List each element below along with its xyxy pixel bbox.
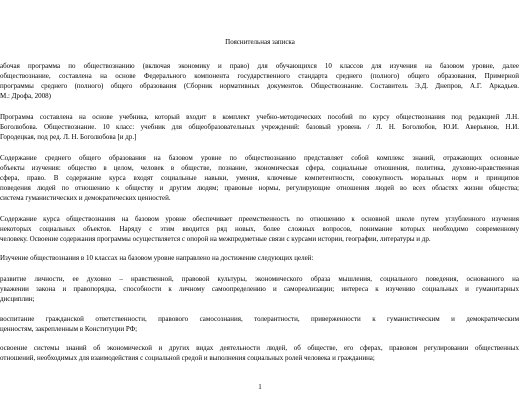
text-line: ценностям, закрепленным в Конституции РФ; <box>0 325 138 333</box>
text-line: М.: Дрофа, 2008) <box>0 92 51 100</box>
text-line: Городецкая, под ред. Л. Н. Боголюбова [и др.] <box>0 133 137 141</box>
text-line: дисциплин; <box>0 295 35 303</box>
text-line: система гуманистических и демократических ценностей. <box>0 194 171 202</box>
text-line: объекты изучения: общество в целом, человек в обществе, познание, экономическая сфера, социальные отношения, политика, духовно-нравственная <box>0 164 519 172</box>
text-line: обществознание, составлена на основе Федерального компонента государственного стандарта среднего (полного) общего образования, Примерной <box>0 72 519 80</box>
text-line: некоторых социальных объектов. Наряду с этим вводится ряд новых, более сложных вопросов, понимание которых необходимо современному <box>0 225 519 233</box>
text-line: Изучение обществознания в 10 классах на базовом уровне направлено на достижение следующих целей: <box>0 254 314 262</box>
text-line: Программа составлена на основе учебника, который входит в комплект учебно-методических пособий по курсу обществознания под редакцией Л.Н. <box>0 113 519 121</box>
text-line: Боголюбова. Обществознание. 10 класс: учебник для общеобразовательных учреждений: базовый уровень / Л. Н. Боголюбов, Ю.И. Аверьянов, Н.И. <box>0 123 519 131</box>
text-line: отношений, необходимых для взаимодействия с социальной средой и выполнения социальных ролей человека и гражданина; <box>0 354 375 362</box>
text-line: сфера, право. В содержание курса входят социальные навыки, умения, ключевые компетентности, совокупность моральных норм и принципов <box>0 174 519 182</box>
text-line: развитие личности, ее духовно – нравственной, правовой культуры, экономического образа мышления, социального поведения, основанного на <box>0 275 519 283</box>
text-line: программы среднего (полного) общего образования (Сборник нормативных документов. Обществознание. Составитель Э.Д. Днепров, А.Г. Аркадьев. <box>0 82 519 90</box>
document-title: Пояснительная записка <box>225 38 295 46</box>
text-line: освоение системы знаний об экономической и других видах деятельности людей, об обществе, его сферах, правовом регулировании общественных <box>0 344 519 352</box>
text-line: Содержание курса обществознания на базовом уровне обеспечивает преемственность по отношению к основной школе путем углубленного изучения <box>0 215 519 223</box>
page-number: 1 <box>258 383 262 391</box>
text-line: воспитание гражданской ответственности, правового самосознания, толерантности, приверженности к гуманистическим и демократическим <box>0 315 519 323</box>
text-line: человеку. Освоение содержания программы осуществляется с опорой на межпредметные связи с курсами истории, географии, литературы и др. <box>0 235 431 243</box>
text-line: абочая программа по обществознанию (включая экономику и право) для обучающихся 10 классов для изучения на базовом уровне, далее <box>0 62 519 70</box>
text-line: поведения людей по отношению к обществу и другим людям; правовые нормы, регулирующие отношения людей во всех областях жизни общества; <box>0 184 519 192</box>
text-line: Содержание среднего общего образования на базовом уровне по обществознанию представляет собой комплекс знаний, отражающих основные <box>0 154 519 162</box>
text-line: уважении закона и правопорядка, способности к личному самоопределению и самореализации; интереса к изучению социальных и гуманитарных <box>0 285 519 293</box>
